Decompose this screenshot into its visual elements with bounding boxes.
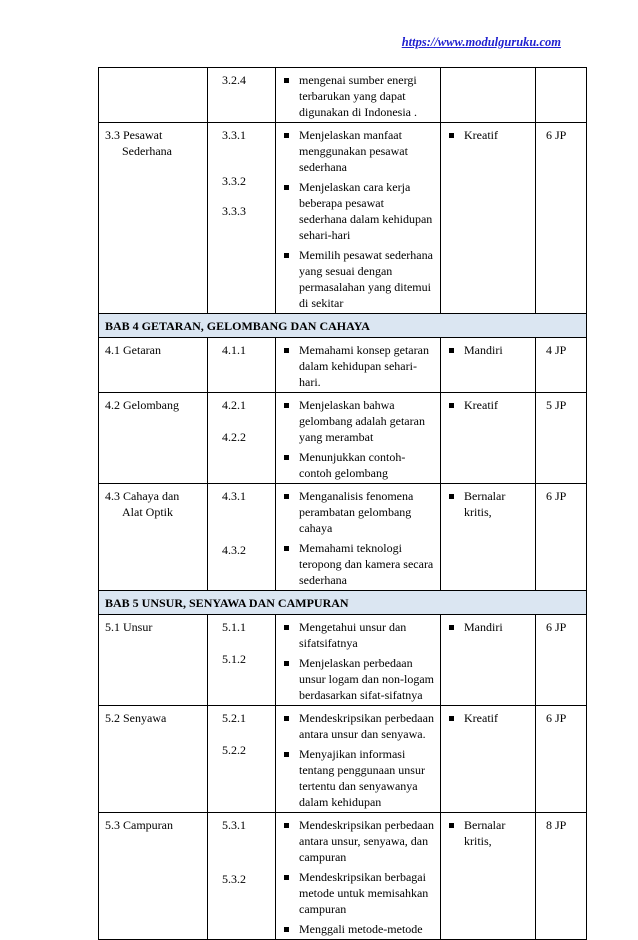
- objective-item: [282, 342, 434, 390]
- objective-list: [282, 342, 434, 390]
- bullet-icon: [284, 403, 289, 408]
- time-cell: [536, 338, 587, 393]
- objective-text: Mendeskripsikan perbedaan antara unsur, senyawa, dan campuran: [299, 818, 434, 864]
- bullet-icon: [284, 253, 289, 258]
- objective-item: [282, 397, 434, 445]
- value-cell: [441, 615, 536, 706]
- objective-item: [282, 179, 434, 243]
- topic-label-cont: Sederhana: [122, 144, 172, 158]
- objective-item: [282, 488, 434, 536]
- objective-code: 4.2.2: [222, 430, 246, 444]
- bullet-icon: [284, 455, 289, 460]
- objective-cell: [276, 123, 441, 314]
- objective-text: Memahami teknologi teropong dan kamera secara sederhana: [299, 541, 434, 587]
- bullet-icon: [284, 133, 289, 138]
- bullet-icon: [284, 78, 289, 83]
- value-text: Mandiri: [464, 343, 503, 357]
- objective-code: 4.3.1: [222, 489, 246, 503]
- table-row: [99, 338, 587, 393]
- bullet-icon: [449, 823, 454, 828]
- value-text: Bernalar kritis,: [464, 818, 506, 848]
- topic-label: 4.1 Getaran: [105, 343, 161, 357]
- bullet-icon: [284, 716, 289, 721]
- objective-text: Mendeskripsikan perbedaan antara unsur dan senyawa.: [299, 711, 434, 741]
- time-allocation: 6 JP: [546, 489, 567, 503]
- bullet-icon: [449, 403, 454, 408]
- objective-item: [282, 710, 434, 742]
- value-list: [447, 488, 529, 520]
- objective-code: 5.1.2: [222, 652, 246, 666]
- objective-text: Menjelaskan manfaat menggunakan pesawat sederhana: [299, 128, 408, 174]
- objective-item: [282, 619, 434, 651]
- objective-item: [282, 746, 434, 810]
- value-list: [447, 619, 529, 635]
- time-cell: [536, 123, 587, 314]
- topic-label: 4.2 Gelombang: [105, 398, 179, 412]
- value-list: [447, 397, 529, 413]
- time-allocation: 6 JP: [546, 711, 567, 725]
- objective-text: Mendeskripsikan berbagai metode untuk memisahkan campuran: [299, 870, 429, 916]
- objective-item: [282, 540, 434, 588]
- value-list: [447, 710, 529, 726]
- objective-code: 5.3.2: [222, 872, 246, 886]
- value-cell: [441, 813, 536, 940]
- objective-cell: [276, 68, 441, 123]
- learning-objectives-table: [98, 67, 587, 940]
- time-allocation: 8 JP: [546, 818, 567, 832]
- time-cell: [536, 484, 587, 591]
- objective-code: 5.2.2: [222, 743, 246, 757]
- objective-list: [282, 619, 434, 703]
- topic-label: 5.1 Unsur: [105, 620, 153, 634]
- objective-code: 3.3.3: [222, 204, 246, 218]
- table-row: [99, 123, 587, 314]
- objective-code: 4.2.1: [222, 398, 246, 412]
- bullet-icon: [284, 875, 289, 880]
- time-cell: [536, 615, 587, 706]
- topic-label-cont: Alat Optik: [122, 505, 173, 519]
- chapter-header-row: [99, 591, 587, 615]
- objective-cell: [276, 338, 441, 393]
- value-list: [447, 342, 529, 358]
- objective-text: Menjelaskan bahwa gelombang adalah getaran yang merambat: [299, 398, 425, 444]
- objective-code: 5.1.1: [222, 620, 246, 634]
- topic-cell: [99, 615, 208, 706]
- objective-item: [282, 921, 434, 937]
- chapter-title: BAB 5 UNSUR, SENYAWA DAN CAMPURAN: [99, 591, 587, 615]
- objective-list: [282, 488, 434, 588]
- objective-text: Menjelaskan cara kerja beberapa pesawat sederhana dalam kehidupan sehari-hari: [299, 180, 433, 242]
- value-text: Kreatif: [464, 128, 498, 142]
- value-cell: [441, 338, 536, 393]
- value-cell: [441, 68, 536, 123]
- code-cell: [208, 338, 276, 393]
- bullet-icon: [284, 927, 289, 932]
- objective-text: Memilih pesawat sederhana yang sesuai dengan permasalahan yang ditemui di sekitar: [299, 248, 433, 310]
- code-cell: [208, 393, 276, 484]
- bullet-icon: [284, 823, 289, 828]
- topic-cell: [99, 706, 208, 813]
- value-cell: [441, 484, 536, 591]
- code-cell: [208, 123, 276, 314]
- objective-cell: [276, 813, 441, 940]
- time-cell: [536, 813, 587, 940]
- objective-code: 5.2.1: [222, 711, 246, 725]
- time-cell: [536, 68, 587, 123]
- objective-list: [282, 817, 434, 937]
- value-item: [447, 488, 529, 520]
- value-text: Kreatif: [464, 398, 498, 412]
- topic-cell: [99, 813, 208, 940]
- time-allocation: 5 JP: [546, 398, 567, 412]
- objective-text: Menggali metode-metode: [299, 922, 423, 936]
- objective-text: Menyajikan informasi tentang penggunaan unsur tertentu dan senyawanya dalam kehidupan: [299, 747, 425, 809]
- value-list: [447, 127, 529, 143]
- value-item: [447, 817, 529, 849]
- bullet-icon: [284, 752, 289, 757]
- objective-text: Menganalisis fenomena perambatan gelombang cahaya: [299, 489, 414, 535]
- topic-cell: [99, 484, 208, 591]
- bullet-icon: [284, 348, 289, 353]
- objective-cell: [276, 615, 441, 706]
- table-row: [99, 68, 587, 123]
- table-row: [99, 484, 587, 591]
- value-item: [447, 342, 529, 358]
- objective-list: [282, 710, 434, 810]
- table-body: [99, 68, 587, 940]
- objective-item: [282, 655, 434, 703]
- objective-list: [282, 72, 434, 120]
- value-text: Mandiri: [464, 620, 503, 634]
- time-cell: [536, 393, 587, 484]
- topic-label: 4.3 Cahaya dan: [105, 489, 180, 503]
- value-list: [447, 817, 529, 849]
- bullet-icon: [284, 546, 289, 551]
- code-cell: [208, 706, 276, 813]
- bullet-icon: [284, 625, 289, 630]
- code-cell: [208, 615, 276, 706]
- value-cell: [441, 706, 536, 813]
- objective-item: [282, 72, 434, 120]
- value-text: Bernalar kritis,: [464, 489, 506, 519]
- chapter-header-row: [99, 314, 587, 338]
- objective-code: 3.2.4: [222, 73, 246, 87]
- table-row: [99, 813, 587, 940]
- objective-item: [282, 817, 434, 865]
- value-item: [447, 127, 529, 143]
- topic-cell: [99, 68, 208, 123]
- bullet-icon: [449, 133, 454, 138]
- time-allocation: 6 JP: [546, 620, 567, 634]
- objective-item: [282, 449, 434, 481]
- topic-label: 3.3 Pesawat: [105, 128, 163, 142]
- topic-label: 5.3 Campuran: [105, 818, 173, 832]
- objective-code: 4.3.2: [222, 543, 246, 557]
- objective-list: [282, 127, 434, 311]
- bullet-icon: [449, 625, 454, 630]
- code-cell: [208, 484, 276, 591]
- table-row: [99, 393, 587, 484]
- value-item: [447, 710, 529, 726]
- bullet-icon: [449, 494, 454, 499]
- objective-cell: [276, 706, 441, 813]
- source-url-link[interactable]: https://www.modulguruku.com: [401, 35, 561, 49]
- value-cell: [441, 123, 536, 314]
- bullet-icon: [284, 494, 289, 499]
- objective-item: [282, 247, 434, 311]
- objective-text: Memahami konsep getaran dalam kehidupan sehari-hari.: [299, 343, 429, 389]
- topic-cell: [99, 338, 208, 393]
- bullet-icon: [284, 185, 289, 190]
- objective-text: Menjelaskan perbedaan unsur logam dan non-logam berdasarkan sifat-sifatnya: [299, 656, 434, 702]
- code-cell: [208, 68, 276, 123]
- objective-text: mengenai sumber energi terbarukan yang dapat digunakan di Indonesia .: [299, 73, 417, 119]
- objective-text: Menunjukkan contoh-contoh gelombang: [299, 450, 406, 480]
- objective-code: 3.3.2: [222, 174, 246, 188]
- objective-code: 3.3.1: [222, 128, 246, 142]
- objective-code: 4.1.1: [222, 343, 246, 357]
- topic-cell: [99, 393, 208, 484]
- time-cell: [536, 706, 587, 813]
- bullet-icon: [449, 348, 454, 353]
- time-allocation: 4 JP: [546, 343, 567, 357]
- table-row: [99, 706, 587, 813]
- objective-cell: [276, 484, 441, 591]
- value-cell: [441, 393, 536, 484]
- chapter-title: BAB 4 GETARAN, GELOMBANG DAN CAHAYA: [99, 314, 587, 338]
- time-allocation: 6 JP: [546, 128, 567, 142]
- objective-text: Mengetahui unsur dan sifatsifatnya: [299, 620, 407, 650]
- code-cell: [208, 813, 276, 940]
- objective-cell: [276, 393, 441, 484]
- value-item: [447, 397, 529, 413]
- objective-item: [282, 869, 434, 917]
- bullet-icon: [284, 661, 289, 666]
- bullet-icon: [449, 716, 454, 721]
- table-row: [99, 615, 587, 706]
- topic-cell: [99, 123, 208, 314]
- objective-item: [282, 127, 434, 175]
- objective-list: [282, 397, 434, 481]
- objective-code: 5.3.1: [222, 818, 246, 832]
- value-item: [447, 619, 529, 635]
- topic-label: 5.2 Senyawa: [105, 711, 167, 725]
- value-text: Kreatif: [464, 711, 498, 725]
